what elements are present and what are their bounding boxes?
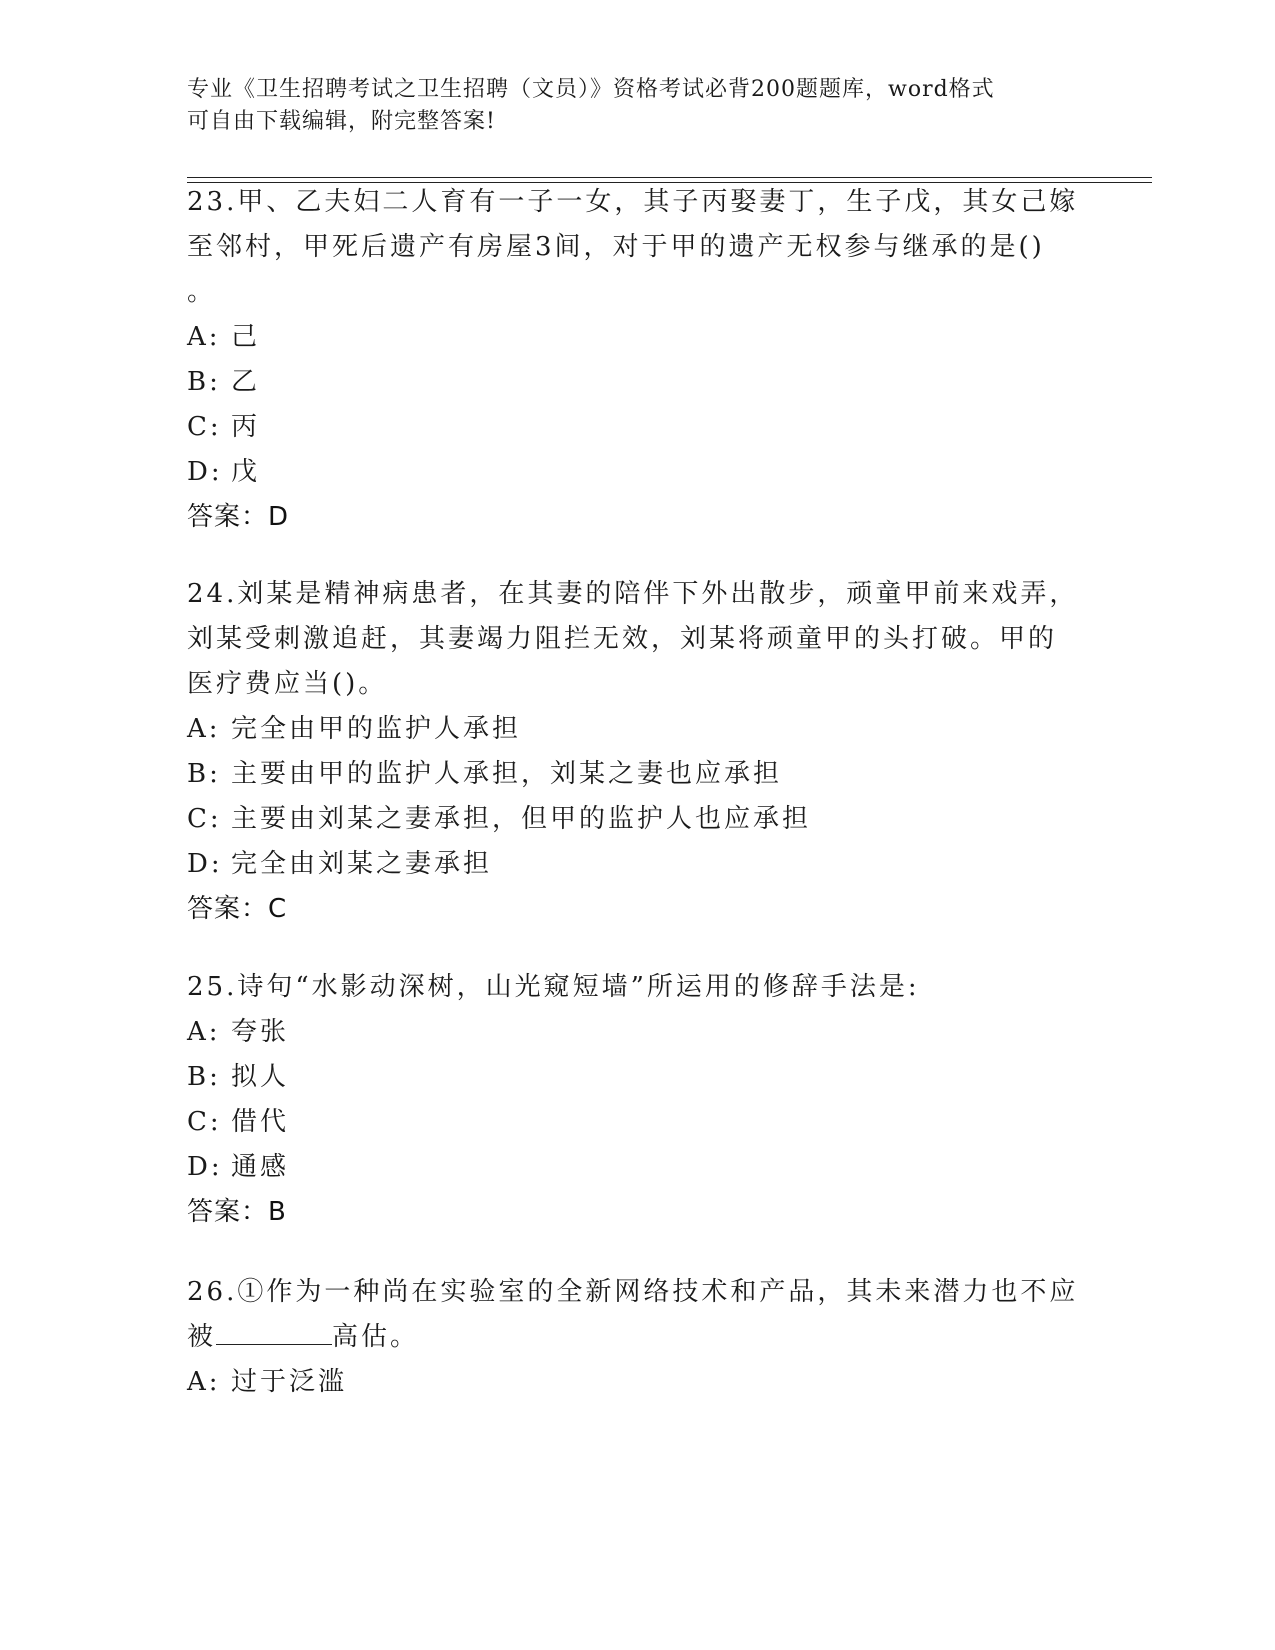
option-text: 乙 [231,367,261,397]
option-text: 通感 [231,1152,290,1182]
option-d [187,1145,1087,1190]
option-b [187,360,1087,405]
header-title-line2: 可自由下载编辑，附完整答案! [187,109,496,134]
option-text: 完全由甲的监护人承担 [231,714,522,744]
option-letter: A: [187,1017,221,1047]
option-letter: C: [187,1107,222,1137]
option-letter: A: [187,714,221,744]
option-d [187,450,1087,495]
option-b [187,752,1087,797]
option-letter: B: [187,759,221,789]
header-title-line1: 专业《卫生招聘考试之卫生招聘（文员）》资格考试必背200题题库，word格式 [187,77,995,102]
option-letter: A: [187,322,221,352]
option-text: 借代 [231,1107,290,1137]
answer-line: 答案：D [187,502,290,532]
question-stem-line [187,1315,1087,1360]
question-stem-line: 刘某受刺激追赶，其妻竭力阻拦无效，刘某将顽童甲的头打破。甲的 [187,624,1058,654]
option-text: 主要由刘某之妻承担，但甲的监护人也应承担 [231,804,812,834]
question-26 [187,1270,1087,1405]
option-letter: C: [187,804,222,834]
answer-line: 答案：B [187,1197,287,1227]
question-stem-line: 。 [187,277,217,307]
fill-in-blank [216,1316,332,1345]
question-stem-line: 至邻村，甲死后遗产有房屋3间，对于甲的遗产无权参与继承的是() [187,232,1045,262]
option-letter: D: [187,457,223,487]
question-25 [187,965,1087,1235]
option-a [187,707,1087,752]
option-a [187,1010,1087,1055]
option-letter: A: [187,1367,221,1397]
question-stem-line: 23.甲、乙夫妇二人育有一子一女，其子丙娶妻丁，生子戊，其女己嫁 [187,187,1079,217]
option-c [187,797,1087,842]
question-stem-line: 24.刘某是精神病患者，在其妻的陪伴下外出散步，顽童甲前来戏弄， [187,579,1079,609]
option-text: 主要由甲的监护人承担，刘某之妻也应承担 [231,759,783,789]
option-text: 过于泛滥 [231,1367,348,1397]
option-text: 戊 [231,457,261,487]
option-b [187,1055,1087,1100]
option-a [187,1360,1087,1405]
question-23 [187,180,1087,540]
option-letter: D: [187,1152,223,1182]
option-letter: B: [187,1062,221,1092]
option-text: 夸张 [231,1017,290,1047]
stem-text: 高估。 [332,1322,420,1352]
option-text: 拟人 [231,1062,290,1092]
stem-text: 被 [187,1322,217,1352]
question-stem-line: 26.①作为一种尚在实验室的全新网络技术和产品，其未来潜力也不应 [187,1277,1079,1307]
option-text: 丙 [231,412,261,442]
answer-line: 答案：C [187,894,288,924]
option-c [187,1100,1087,1145]
document-header [187,74,1067,138]
option-letter: B: [187,367,221,397]
question-24 [187,572,1087,932]
option-letter: D: [187,849,223,879]
option-text: 完全由刘某之妻承担 [231,849,493,879]
option-text: 己 [231,322,261,352]
option-c [187,405,1087,450]
option-letter: C: [187,412,222,442]
option-d [187,842,1087,887]
question-stem-line: 25.诗句“水影动深树，山光窥短墙”所运用的修辞手法是: [187,972,920,1002]
option-a [187,315,1087,360]
question-stem-line: 医疗费应当()。 [187,669,388,699]
